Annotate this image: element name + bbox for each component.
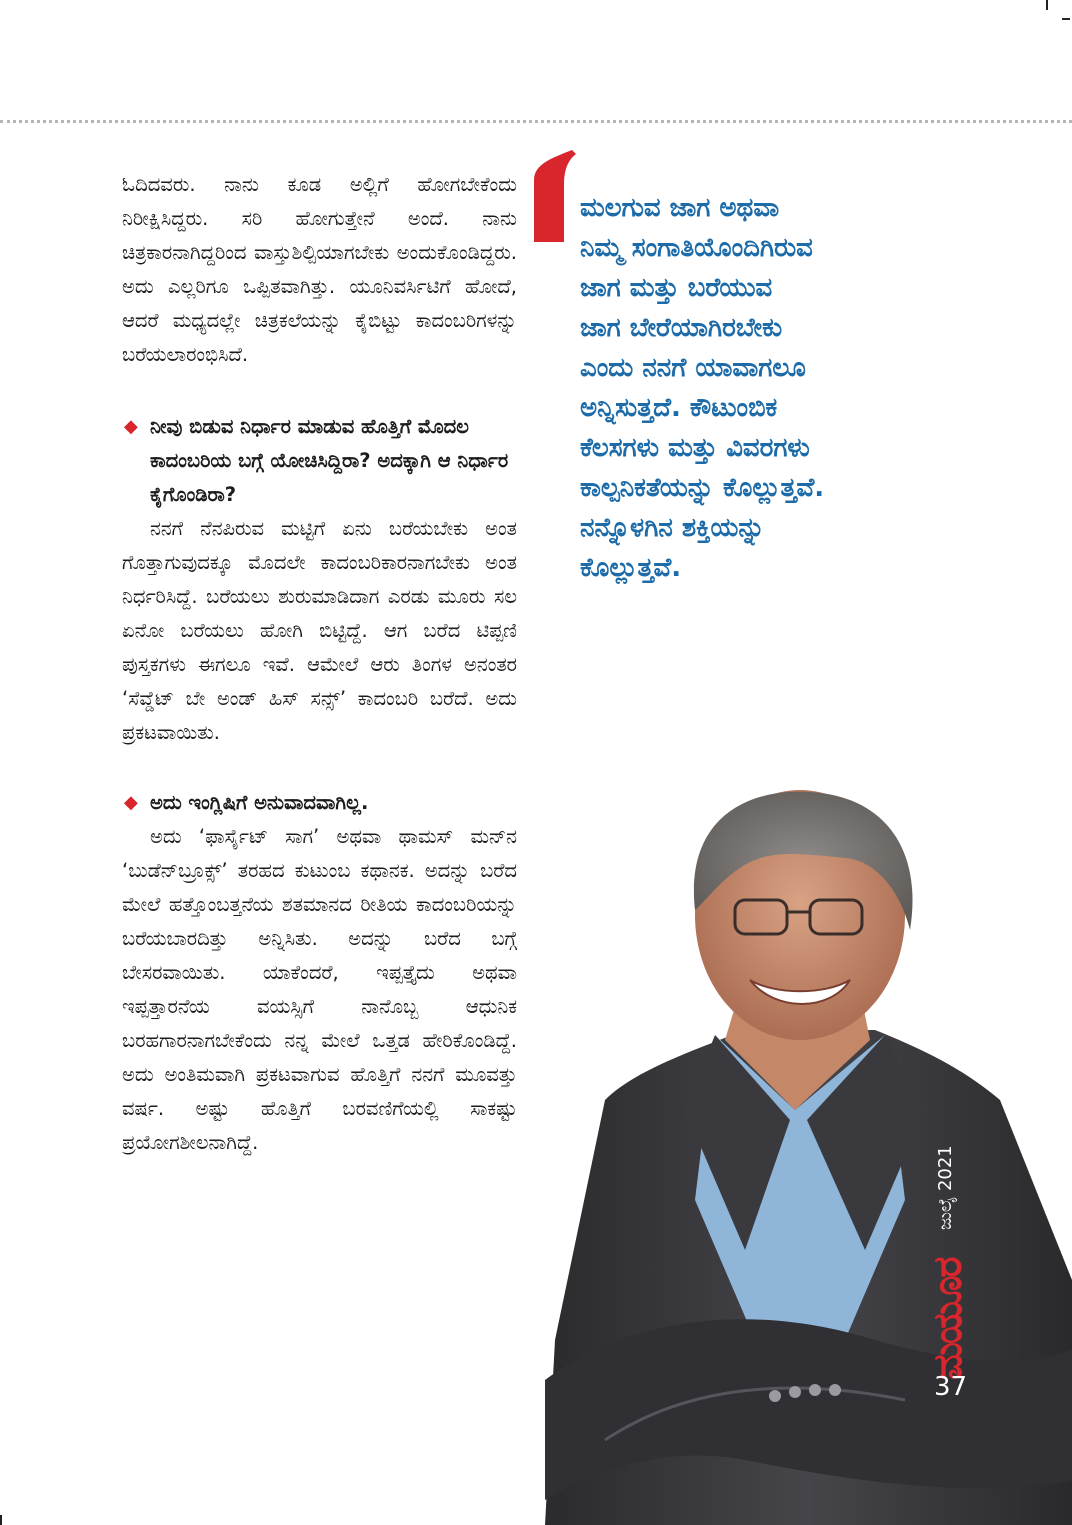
- intro-paragraph: ಓದಿದವರು. ನಾನು ಕೂಡ ಅಲ್ಲಿಗೆ ಹೋಗಬೇಕೆಂದು ನಿರೀಕ್ಷಿಸಿದ್ದರು. ಸರಿ ಹೋಗುತ್ತೇನೆ ಅಂದೆ. ನಾನು ಚಿತ್ರಕಾರನಾಗಿದ್ದರಿಂದ ವಾಸ್ತುಶಿಲ್ಪಿಯಾಗಬೇಕು ಅಂದುಕೊಂಡಿದ್ದರು. ಅದು ಎಲ್ಲರಿಗೂ ಒಪ್ಪಿತವಾಗಿತ್ತು. ಯೂನಿವರ್ಸಿಟಿಗೆ ಹೋದೆ, ಆದರೆ ಮಧ್ಯದಲ್ಲೇ ಚಿತ್ರಕಲೆಯನ್ನು ಕೈಬಿಟ್ಟು ಕಾದಂಬರಿಗಳನ್ನು ಬರೆಯಲಾರಂಭಿಸಿದೆ.: [122, 173, 517, 366]
- issue-date: ಜುಲೈ 2021: [935, 1145, 956, 1230]
- answer-paragraph: ನನಗೆ ನೆನಪಿರುವ ಮಟ್ಟಿಗೆ ಏನು ಬರೆಯಬೇಕು ಅಂತ ಗೊತ್ತಾಗುವುದಕ್ಕೂ ಮೊದಲೇ ಕಾದಂಬರಿಕಾರನಾಗಬೇಕು ಅಂತ ನಿರ್ಧರಿಸಿದ್ದೆ. ಬರೆಯಲು ಶುರುಮಾಡಿದಾಗ ಎರಡು ಮೂರು ಸಲ ಏನೋ ಬರೆಯಲು ಹೋಗಿ ಬಿಟ್ಟಿದ್ದೆ. ಆಗ ಬರೆದ ಟಿಪ್ಪಣಿ ಪುಸ್ತಕಗಳು ಈಗಲೂ ಇವೆ. ಆಮೇಲೆ ಆರು ತಿಂಗಳ ಅನಂತರ ‘ಸೆವ್ಡೆಟ್ ಬೇ ಅಂಡ್ ಹಿಸ್ ಸನ್ಸ್’ ಕಾದಂಬರಿ ಬರೆದೆ. ಅದು ಪ್ರಕಟವಾಯಿತು.: [122, 517, 517, 744]
- pull-quote-line: ಅನ್ನಿಸುತ್ತದೆ. ಕೌಟುಂಬಿಕ: [580, 393, 778, 423]
- crop-mark: [0, 1515, 2, 1525]
- question-text: ಅದು ಇಂಗ್ಲಿಷಿಗೆ ಅನುವಾದವಾಗಿಲ್ಲ.: [150, 791, 369, 814]
- pull-quote-line: ನನ್ನೊಳಗಿನ ಶಕ್ತಿಯನ್ನು: [580, 513, 765, 543]
- pull-quote-line: ಎಂದು ನನಗೆ ಯಾವಾಗಲೂ: [580, 353, 806, 383]
- crop-mark: [1046, 0, 1048, 10]
- pull-quote-line: ಜಾಗ ಮತ್ತು ಬರೆಯುವ: [580, 273, 773, 303]
- diamond-bullet-icon: ◆: [124, 792, 138, 813]
- interview-question: [122, 410, 517, 512]
- pull-quote-line: ಜಾಗ ಬೇರೆಯಾಗಿರಬೇಕು: [580, 313, 783, 343]
- diamond-bullet-icon: ◆: [124, 416, 138, 437]
- quote-mark-icon: [528, 150, 578, 242]
- answer-paragraph: ಅದು ‘ಫಾರ್ಸೈಟ್ ಸಾಗ’ ಅಥವಾ ಥಾಮಸ್ ಮನ್‌ನ ‘ಬುಡೆನ್‌ಬ್ರೂಕ್ಸ್’ ತರಹದ ಕುಟುಂಬ ಕಥಾನಕ. ಅದನ್ನು ಬರೆದ ಮೇಲೆ ಹತ್ತೊಂಬತ್ತನೆಯ ಶತಮಾನದ ರೀತಿಯ ಕಾದಂಬರಿಯನ್ನು ಬರೆಯಬಾರದಿತ್ತು ಅನ್ನಿಸಿತು. ಅದನ್ನು ಬರೆದ ಬಗ್ಗೆ ಬೇಸರವಾಯಿತು. ಯಾಕೆಂದರೆ, ಇಪ್ಪತ್ತೈದು ಅಥವಾ ಇಪ್ಪತ್ತಾರನೆಯ ವಯಸ್ಸಿಗೆ ನಾನೊಬ್ಬ ಆಧುನಿಕ ಬರಹಗಾರನಾಗಬೇಕೆಂದು ನನ್ನ ಮೇಲೆ ಒತ್ತಡ ಹೇರಿಕೊಂಡಿದ್ದೆ. ಅದು ಅಂತಿಮವಾಗಿ ಪ್ರಕಟವಾಗುವ ಹೊತ್ತಿಗೆ ನನಗೆ ಮೂವತ್ತು ವರ್ಷ. ಅಷ್ಟು ಹೊತ್ತಿಗೆ ಬರವಣಿಗೆಯಲ್ಲಿ ಸಾಕಷ್ಟು ಪ್ರಯೋಗಶೀಲನಾಗಿದ್ದೆ.: [122, 825, 517, 1154]
- pull-quote-line: ಮಲಗುವ ಜಾಗ ಅಥವಾ: [580, 193, 780, 223]
- header-divider: [0, 120, 1072, 123]
- author-portrait: [545, 780, 1072, 1525]
- crop-mark: [1062, 18, 1070, 20]
- interview-question: [122, 786, 517, 820]
- pull-quote: [580, 188, 910, 588]
- article-column: [122, 168, 517, 1160]
- pull-quote-line: ಕೊಲ್ಲುತ್ತವೆ.: [580, 553, 682, 583]
- pull-quote-line: ಕೆಲಸಗಳು ಮತ್ತು ವಿವರಗಳು: [580, 433, 810, 463]
- question-text: ನೀವು ಬಿಡುವ ನಿರ್ಧಾರ ಮಾಡುವ ಹೊತ್ತಿಗೆ ಮೊದಲ ಕಾದಂಬರಿಯ ಬಗ್ಗೆ ಯೋಚಿಸಿದ್ದಿರಾ? ಅದಕ್ಕಾಗಿ ಆ ನಿರ್ಧಾರ ಕೈಗೊಂಡಿರಾ?: [150, 415, 509, 506]
- pull-quote-line: ನಿಮ್ಮ ಸಂಗಾತಿಯೊಂದಿಗಿರುವ: [580, 233, 813, 263]
- magazine-logo: ಮಯೂರ: [924, 1258, 971, 1380]
- pull-quote-line: ಕಾಲ್ಪನಿಕತೆಯನ್ನು ಕೊಲ್ಲುತ್ತವೆ.: [580, 473, 825, 503]
- page-number: 37: [934, 1372, 968, 1402]
